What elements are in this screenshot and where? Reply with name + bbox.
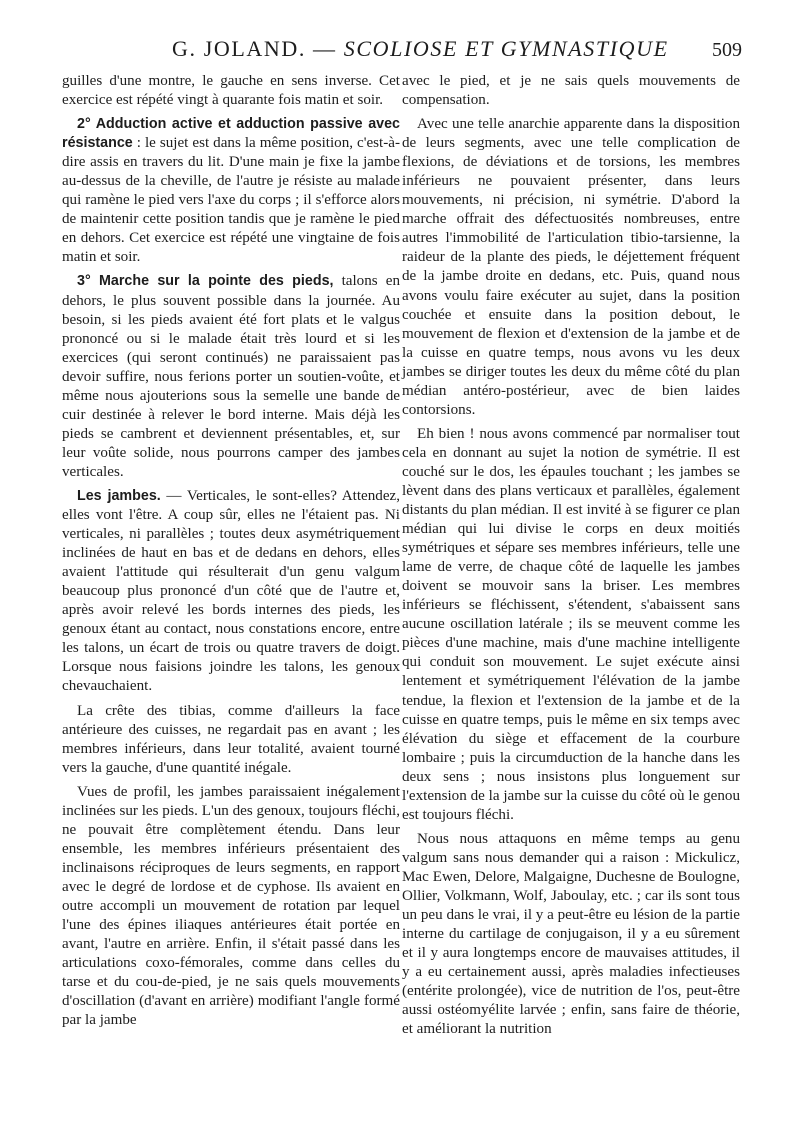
right-column: [402, 72, 740, 1044]
section-heading: 3° Marche sur la pointe des pieds,: [77, 273, 334, 290]
header-author: G. JOLAND.: [172, 36, 306, 61]
paragraph: avec le pied, et je ne sais quels mouvements de compensation.: [402, 73, 740, 109]
section-heading: Les jambes.: [77, 487, 161, 504]
paragraph: Avec une telle anarchie apparente dans la disposition de leurs segments, avec une telle complication de flexions, de déviations et de torsions, les membres inférieurs ne pouvaient présenter, dans leurs mouvements, ni précision, ni symétrie. D'abord la marche offrait des défectuosités nombreuses, entre autres l'immobilité de l'articulation tibio-tarsienne, la raideur de la plante des pieds, le déjettement fréquent de la jambe droite en dedans, etc. Puis, quand nous avons voulu faire exécuter au sujet, dans la position couchée et ensuite dans la position debout, le mouvement de flexion et d'extension de la jambe et de la cuisse en quatre temps, nous avons vu les deux jambes se diriger toutes les deux du même côté du plan médian antéro-postérieur, avec de bien laides contorsions.: [402, 116, 740, 418]
paragraph: Vues de profil, les jambes paraissaient inégalement inclinées sur les pieds. L'un des genoux, toujours fléchi, ne pouvait être complètement étendu. Dans leur ensemble, les membres inférieurs présentaient des inclinaisons réciproques de leurs segments, en rapport avec le degré de lordose et de cyphose. Ils avaient en outre accompli un mouvement de rotation par lequel l'une des épines iliaques antérieures était portée en avant, l'autre en arrière. Enfin, il s'était passé dans les articulations coxo-fémorales, comme dans celles du tarse et du cou-de-pied, je ne sais quels mouvements d'oscillation (d'avant en arrière) modifiant l'angle formé par la jambe: [62, 783, 400, 1029]
paragraph: Nous nous attaquons en même temps au genu valgum sans nous demander qui a raison : Mickulicz, Mac Ewen, Delore, Malgaigne, Duchesne de Boulogne, Ollier, Volkmann, Wolf, Jaboulay, etc. ; car ils sont tous un peu dans le vrai, il y a peut-être eu lésion de la partie interne du cartilage de conjugaison, il y a eu sûrement et il y aura longtemps encore de mauvaises attitudes, il y a eu certainement aussi, après maladies infectieuses (entérite prolongée), vice de nutrition de l'os, peut-être aussi ostéomyélite larvée ; enfin, sans faire de théorie, et améliorant la nutrition: [402, 830, 740, 1038]
paragraph: [62, 272, 400, 482]
paragraph-text: — Verticales, le sont-elles? Attendez, elles vont l'être. A coup sûr, elles ne l'étaient pas. Ni verticales, ni parallèles ; toutes deux asymétriquement inclinées de haut en bas et de dedans en dehors, elles avaient l'attitude qui résulterait d'un genu valgum beaucoup plus prononcé d'un côté que de l'autre et, après avoir relevé les bords internes des pieds, les genoux étant au contact, nous constations encore, entre les talons, un écart de trois ou quatre travers de doigt. Lorsque nous faisions joindre les talons, les genoux chevauchaient.: [62, 487, 401, 695]
page-number: 509: [712, 39, 742, 61]
header-separator: —: [305, 36, 344, 61]
paragraph: Eh bien ! nous avons commencé par normaliser tout cela en donnant au sujet la notion de symétrie. Il est couché sur le dos, les épaules touchant ; les jambes se lèvent dans des plans verticaux et parallèles, également distants du plan médian. Il est invité à se figurer ce plan médian qui lui divise le corps en deux moitiés symétriques et sépare ses membres inférieurs, telle une lame de verre, de chaque côté de laquelle les jambes doivent se mouvoir sans la briser. Les membres inférieurs se fléchissent, s'étendent, s'abaissent sans aucune oscillation latérale ; ils se meuvent comme les pièces d'une machine, mais d'une machine intelligente qui conduit son mouvement. Le sujet exécute ainsi lentement et symétriquement l'élévation de la jambe tendue, la flexion et l'extension de la jambe et de la cuisse en quatre temps, puis le même en six temps avec élévation du siège et effacement de la courbure lombaire ; puis la circumduction de la hanche dans les deux sens ; nous insistons plus longuement sur l'extension de la jambe sur la cuisse du côté où le genou est toujours fléchi.: [402, 425, 740, 823]
running-header: [62, 36, 742, 68]
paragraph: guilles d'une montre, le gauche en sens inverse. Cet exercice est répété vingt à quarante fois matin et soir.: [62, 73, 400, 109]
paragraph-text: talons en dehors, le plus souvent possible dans la journée. Au besoin, si les pieds avaient été fort plats et le valgus prononcé ou si le malade était très lourd et si les exercices (qui seront continués) ne paraissaient pas devoir suffire, nous ferions porter un soutien-voûte, et même nous ajouterions sous la semelle une bande de cuir destinée à relever le bord interne. Mais déjà les pieds se cambrent et deviennent présentables, et, sur leur voûte solide, nous pourrons camper des jambes verticales.: [62, 273, 400, 480]
header-title: [172, 36, 669, 62]
header-work-title: SCOLIOSE ET GYMNASTIQUE: [343, 36, 669, 61]
left-column: [62, 72, 400, 1035]
section-heading: 2° Adduction active et adduction passive avec résistance: [62, 116, 400, 152]
paragraph: La crête des tibias, comme d'ailleurs la face antérieure des cuisses, ne regardait pas en avant ; les membres inférieurs, dans leur totalité, avaient tourné vers la gauche, d'une quantité inégale.: [62, 702, 400, 776]
paragraph: [62, 487, 400, 697]
paragraph-text: : le sujet est dans la même position, c'est-à-dire assis en travers du lit. D'une main je fixe la jambe au-dessus de la cheville, de l'autre je résiste au malade qui ramène le pied vers l'axe du corps ; il s'efforce alors de maintenir cette position tandis que je ramène le pied en dehors. Cet exercice est répété une vingtaine de fois matin et soir.: [62, 135, 400, 266]
paragraph: [62, 115, 400, 267]
